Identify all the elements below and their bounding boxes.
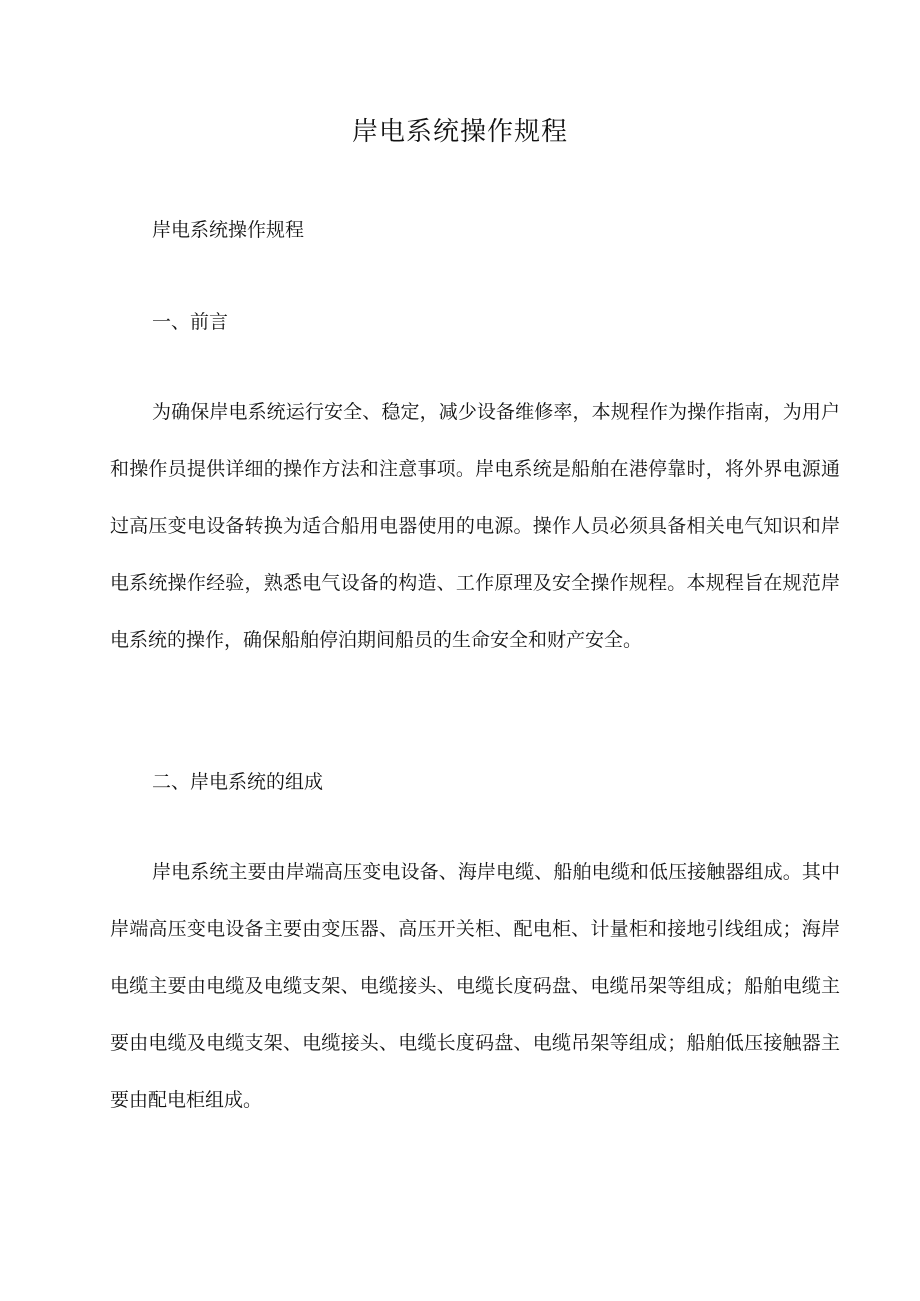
section-heading-composition: 二、岸电系统的组成 (152, 771, 324, 793)
section-heading-preface: 一、前言 (152, 311, 229, 333)
document-title: 岸电系统操作规程 (351, 117, 568, 147)
section-paragraph-composition: 岸电系统主要由岸端高压变电设备、海岸电缆、船舶电缆和低压接触器组成。其中岸端高压变电设备主要由变压器、高压开关柜、配电柜、计量柜和接地引线组成；海岸电缆主要由电缆及电缆支架、电缆接头、电缆长度码盘、电缆吊架等组成；船舶电缆主要由电缆及电缆支架、电缆接头、电缆长度码盘、电缆吊架等组成；船舶低压接触器主要由配电柜组成。 (110, 861, 840, 1111)
section-paragraph-preface: 为确保岸电系统运行安全、稳定，减少设备维修率，本规程作为操作指南，为用户和操作员提供详细的操作方法和注意事项。岸电系统是船舶在港停靠时，将外界电源通过高压变电设备转换为适合船用电器使用的电源。操作人员必须具备相关电气知识和岸电系统操作经验，熟悉电气设备的构造、工作原理及安全操作规程。本规程旨在规范岸电系统的操作，确保船舶停泊期间船员的生命安全和财产安全。 (110, 401, 840, 651)
document-subtitle: 岸电系统操作规程 (152, 219, 305, 241)
